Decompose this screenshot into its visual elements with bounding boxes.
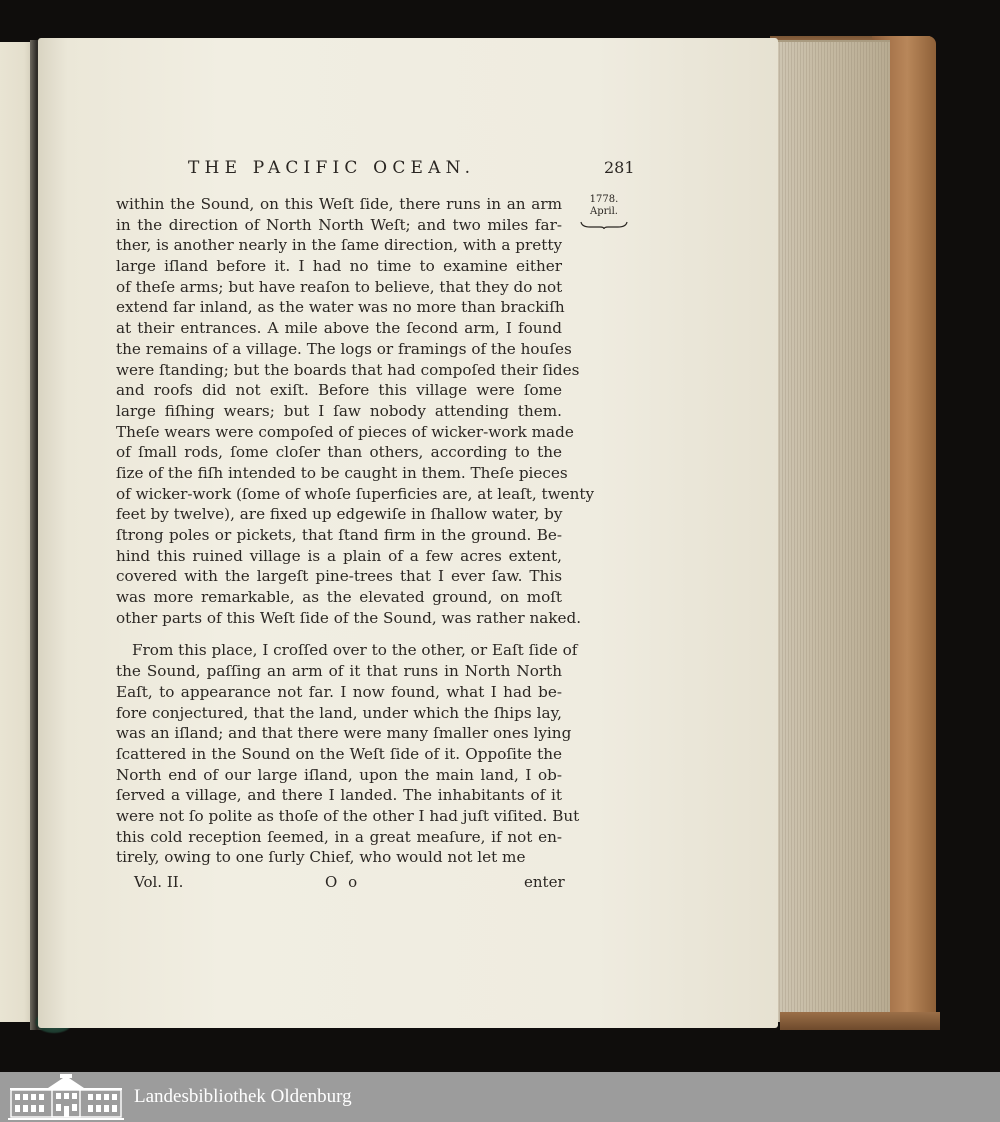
library-banner <box>0 1072 1000 1122</box>
text-line: North end of our large iſland, upon the main land, I ob- <box>116 765 562 784</box>
text-line: the Sound, paſſing an arm of it that runs in North North <box>116 662 562 681</box>
margin-note-year: 1778. <box>589 194 619 205</box>
catchword: enter <box>524 873 565 891</box>
running-head: THE PACIFIC OCEAN. <box>188 158 476 178</box>
text-line: of wicker-work (ſome of whoſe ſuperficies are, at leaſt, twenty <box>116 484 595 503</box>
text-line: of theſe arms; but have reaſon to believe, that they do not <box>116 277 563 296</box>
library-name: Landesbibliothek Oldenburg <box>134 1086 352 1107</box>
text-line: were not ſo polite as thoſe of the other I had juſt viſited. But <box>116 806 580 825</box>
text-line: Theſe wears were compoſed of pieces of wicker-work made <box>116 422 574 441</box>
text-line: ſize of the fiſh intended to be caught in them. Theſe pieces <box>116 463 568 482</box>
text-line: of ſmall rods, ſome cloſer than others, according to the <box>116 443 562 462</box>
page-header <box>0 158 1000 188</box>
text-line: other parts of this Weſt ſide of the Sound, was rather naked. <box>116 608 582 627</box>
text-line: this cold reception ſeemed, in a great meaſure, if not en- <box>116 827 562 846</box>
text-line: were ſtanding; but the boards that had compoſed their ſides <box>116 360 580 379</box>
text-line: ſcattered in the Sound on the Weſt ſide of it. Oppoſite the <box>116 744 562 763</box>
text-line: the remains of a village. The logs or framings of the houſes <box>116 339 572 358</box>
library-building-logo-icon <box>8 1074 124 1120</box>
body-text <box>116 194 595 868</box>
text-line: in the direction of North North Weſt; and two miles far- <box>116 215 562 234</box>
text-line: was an iſland; and that there were many ſmaller ones lying <box>116 724 572 743</box>
text-line: Eaſt, to appearance not far. I now found, what I had be- <box>116 682 562 701</box>
paragraph-1 <box>116 194 595 628</box>
text-line: hind this ruined village is a plain of a few acres extent, <box>116 546 562 565</box>
brace-icon <box>580 220 628 230</box>
margin-note-month: April. <box>590 206 618 217</box>
text-line: within the Sound, on this Weſt ſide, there runs in an arm <box>116 195 562 213</box>
text-line: feet by twelve), are fixed up edgewiſe in ſhallow water, by <box>116 505 563 524</box>
text-line: and roofs did not exiſt. Before this village were ſome <box>116 381 562 400</box>
text-line: large fiſhing wears; but I ſaw nobody attending them. <box>116 401 562 420</box>
text-line: extend far inland, as the water was no more than brackiſh <box>116 298 565 317</box>
text-line: large iſland before it. I had no time to examine either <box>116 257 562 276</box>
margin-note <box>580 194 628 234</box>
text-line: ſtrong poles or pickets, that ſtand firm in the ground. Be- <box>116 526 562 544</box>
gathering-signature: O o <box>325 873 361 891</box>
page-number: 281 <box>604 158 635 177</box>
text-line: ther, is another nearly in the ſame direction, with a pretty <box>116 236 563 255</box>
text-line: tirely, owing to one ſurly Chief, who would not let me <box>116 848 526 867</box>
paragraph-2 <box>116 640 580 868</box>
text-line: ſerved a village, and there I landed. The inhabitants of it <box>116 786 562 805</box>
text-line: covered with the largeſt pine-trees that I ever ſaw. This <box>116 567 562 586</box>
text-line: at their entrances. A mile above the ſecond arm, I found <box>116 319 562 338</box>
text-line: fore conjectured, that the land, under which the ſhips lay, <box>116 703 562 722</box>
text-line: was more remarkable, as the elevated ground, on moſt <box>116 588 562 607</box>
cover-bottom-edge <box>780 1012 940 1030</box>
text-line: From this place, I croſſed over to the other, or Eaſt ſide of <box>132 641 578 660</box>
page-footer <box>0 873 1000 897</box>
volume-label: Vol. II. <box>134 873 184 891</box>
